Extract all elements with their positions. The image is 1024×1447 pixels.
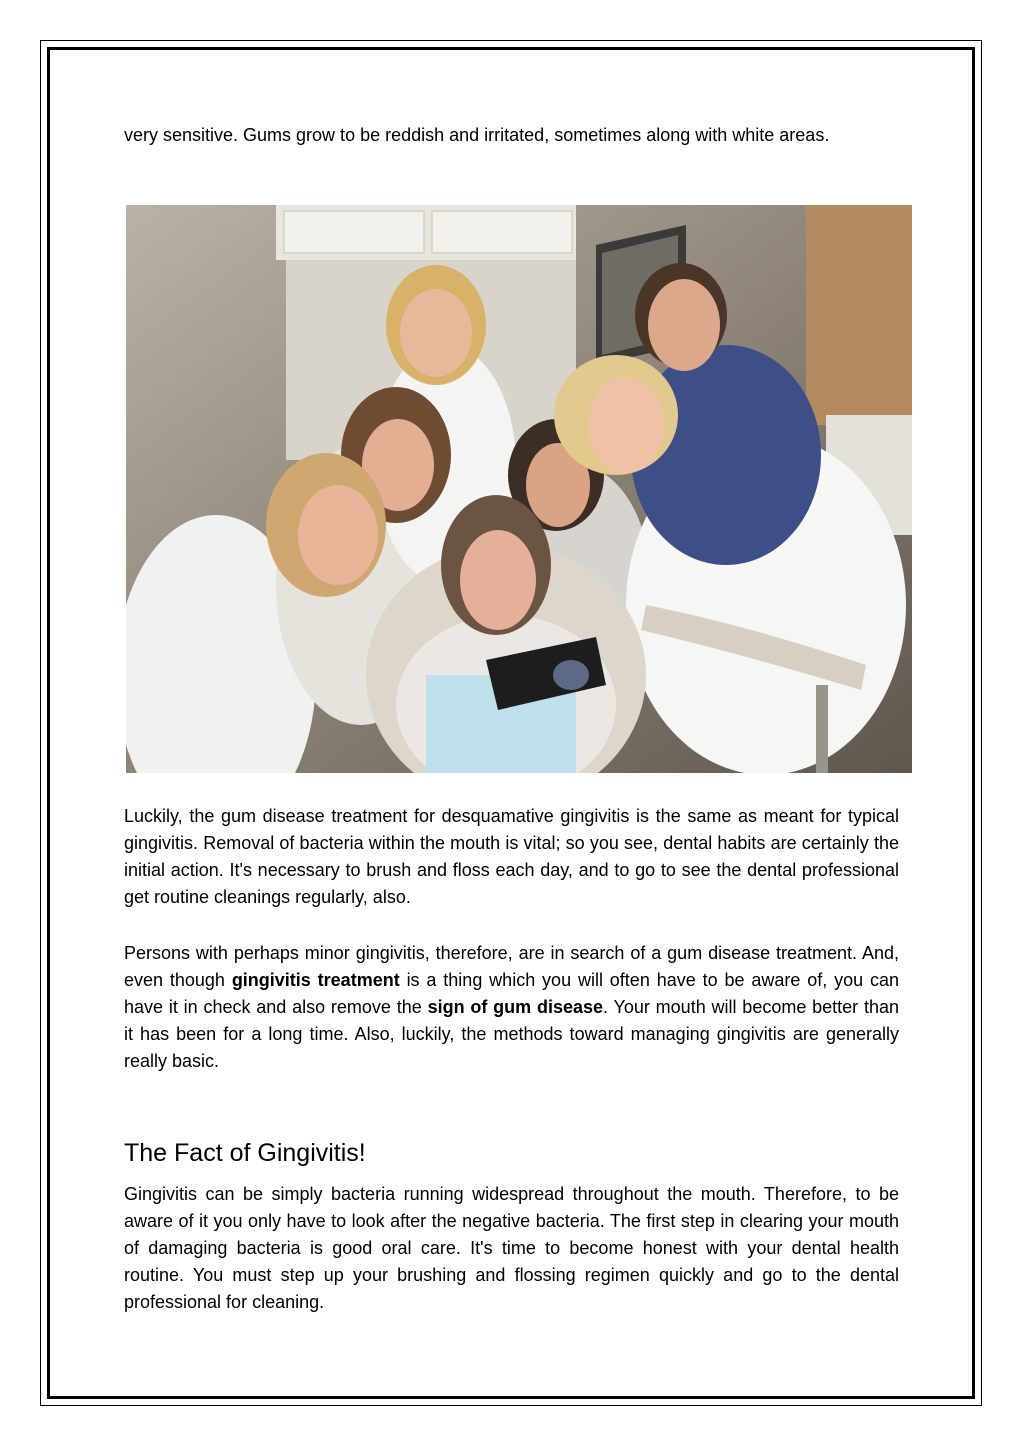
minor-gingivitis-paragraph <box>124 940 899 1075</box>
fact-paragraph: Gingivitis can be simply bacteria running widespread throughout the mouth. Therefore, to be aware of it you only have to look after the negative bacteria. The first step in clearing your mouth of damaging bacteria is good oral care. It's time to become honest with your dental health routine. You must step up your brushing and flossing regimen quickly and go to the dental professional for cleaning. <box>124 1184 899 1312</box>
bold-phrase-gingivitis-treatment: gingivitis treatment <box>231 970 400 990</box>
paragraph-text: Persons with perhaps minor gingivitis, therefore, are in search of a gum disease treatment. And, even though <box>124 943 899 990</box>
bold-phrase-sign-of-gum-disease: sign of gum disease <box>427 997 604 1017</box>
treatment-paragraph: Luckily, the gum disease treatment for desquamative gingivitis is the same as meant for typical gingivitis. Removal of bacteria within the mouth is vital; so you see, dental habits are certainly the initial action. It's necessary to brush and floss each day, and to go to see the dental professional get routine cleanings regularly, also. <box>124 806 899 907</box>
intro-paragraph: very sensitive. Gums grow to be reddish and irritated, sometimes along with white areas. <box>124 125 830 145</box>
dental-selfie-photo <box>126 205 912 773</box>
section-heading: The Fact of Gingivitis! <box>124 1139 366 1167</box>
paragraph-text: . Your mouth will become better than it has been for a long time. Also, luckily, the methods toward managing gingivitis are generally really basic. <box>124 997 900 1071</box>
paragraph-text: is a thing which you will often have to be aware of, you can have it in check and also remove the <box>124 970 899 1017</box>
